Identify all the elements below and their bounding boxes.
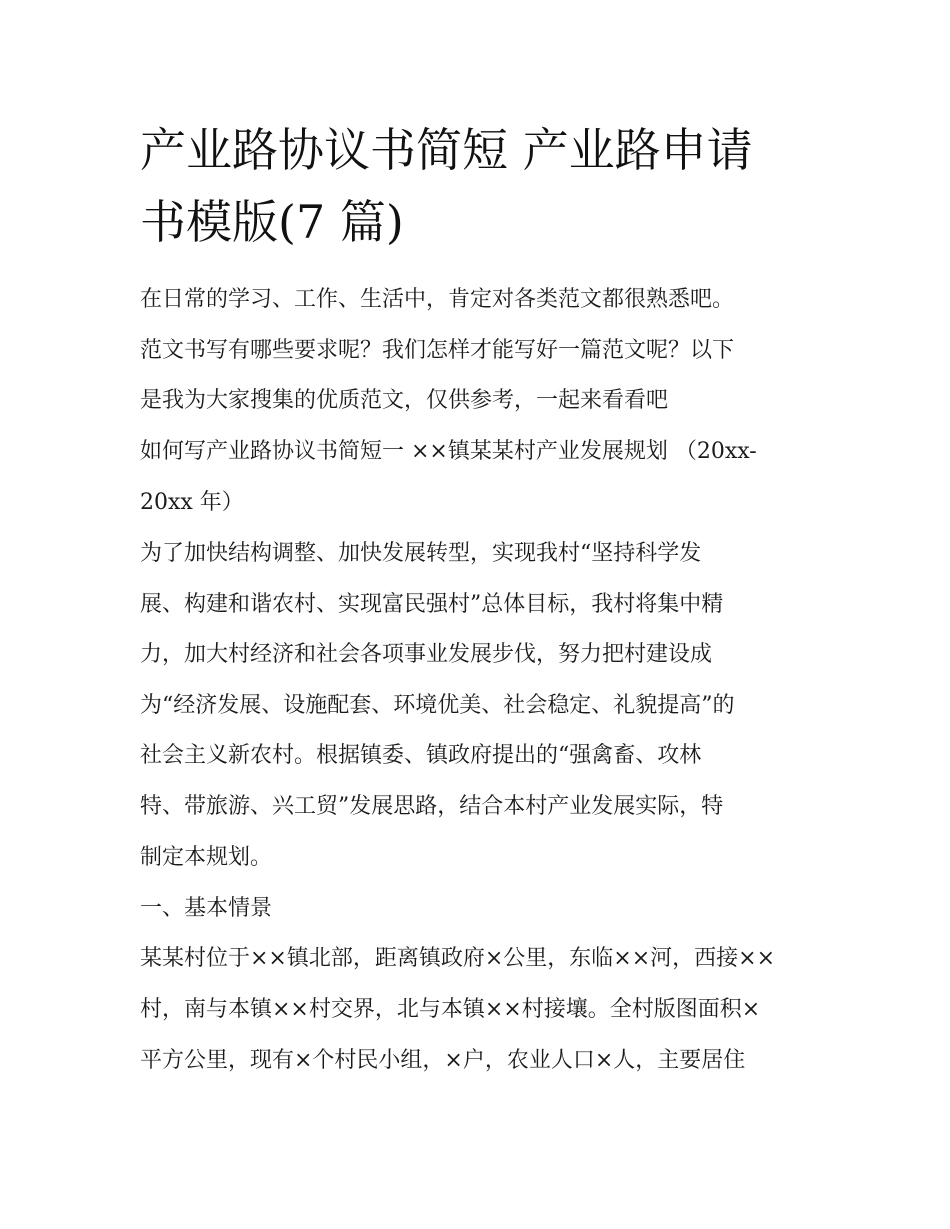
situation-line-1: 某某村位于××镇北部，距离镇政府×公里，东临××河，西接×× xyxy=(140,946,776,971)
paragraph-line-6: 特、带旅游、兴工贸”发展思路，结合本村产业发展实际，特 xyxy=(140,794,724,819)
situation-line-3: 平方公里，现有×个村民小组，×户，农业人口×人，主要居住 xyxy=(140,1048,746,1073)
section-heading-line-1: 如何写产业路协议书简短一 ××镇某某村产业发展规划 （20xx- xyxy=(140,439,757,464)
paragraph-line-1: 为了加快结构调整、加快发展转型，实现我村“坚持科学发 xyxy=(140,541,702,566)
intro-line-2: 范文书写有哪些要求呢？我们怎样才能写好一篇范文呢？以下 xyxy=(140,338,735,363)
paragraph-line-5: 社会主义新农村。根据镇委、镇政府提出的“强禽畜、攻林 xyxy=(140,743,702,768)
subsection-heading: 一、基本情景 xyxy=(140,896,273,921)
situation-line-2: 村，南与本镇××村交界，北与本镇××村接壤。全村版图面积× xyxy=(140,997,761,1022)
paragraph-line-2: 展、构建和谐农村、实现富民强村”总体目标，我村将集中精 xyxy=(140,592,724,617)
document-title-line-2: 书模版(7 篇) xyxy=(140,195,404,249)
document-title-line-1: 产业路协议书简短 产业路申请 xyxy=(140,123,753,177)
intro-line-1: 在日常的学习、工作、生活中，肯定对各类范文都很熟悉吧。 xyxy=(140,287,735,312)
paragraph-line-4: 为“经济发展、设施配套、环境优美、社会稳定、礼貌提高”的 xyxy=(140,693,735,718)
section-heading-line-2: 20xx 年） xyxy=(140,490,244,515)
intro-line-3: 是我为大家搜集的优质范文，仅供参考，一起来看看吧 xyxy=(140,388,669,413)
paragraph-line-7: 制定本规划。 xyxy=(140,845,273,870)
paragraph-line-3: 力，加大村经济和社会各项事业发展步伐，努力把村建设成 xyxy=(140,642,713,667)
